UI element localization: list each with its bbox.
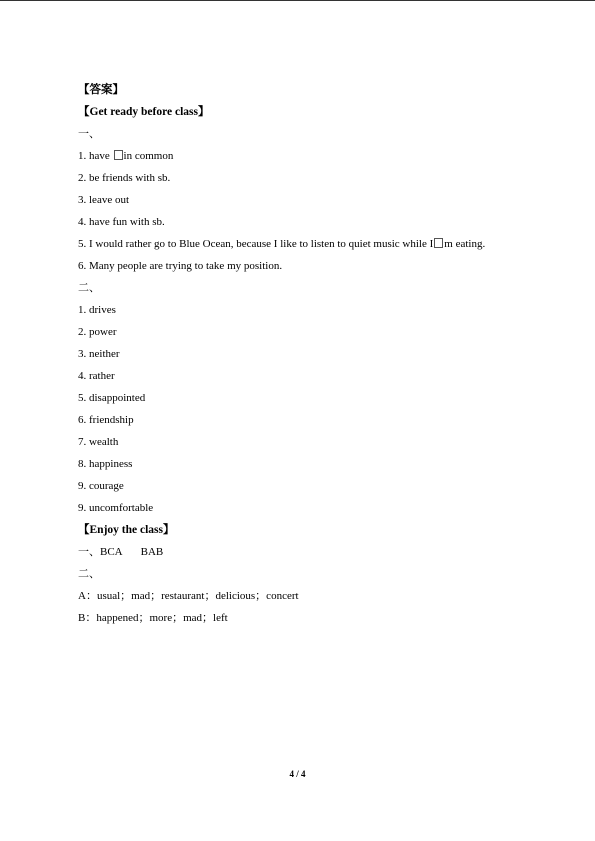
answer-item-2-7: 7. wealth: [78, 436, 119, 448]
enjoy-line-b: B：happened；more；mad；left: [78, 612, 228, 624]
missing-glyph-icon: [434, 238, 443, 248]
answer-heading: 【答案】: [78, 84, 124, 96]
enjoy-line-a: A：usual；mad；restaurant；delicious；concert: [78, 590, 299, 602]
missing-glyph-icon: [114, 150, 123, 160]
answer-item-text: 1. have: [78, 150, 110, 162]
answer-item-2-3: 3. neither: [78, 348, 120, 360]
answer-item-2-6: 6. friendship: [78, 414, 134, 426]
answer-item-2-9: 9. courage: [78, 480, 124, 492]
answer-item-2-1: 1. drives: [78, 304, 116, 316]
answer-item-text: m eating.: [444, 238, 486, 250]
page-number: 4 / 4: [289, 769, 306, 779]
answer-item-1-3: 3. leave out: [78, 194, 130, 206]
answer-document: [78, 79, 548, 629]
answer-item-1-2: 2. be friends with sb.: [78, 172, 171, 184]
answer-item-1-5: [78, 233, 548, 255]
part-label-1: 一、: [78, 128, 100, 140]
answer-item-1-6: 6. Many people are trying to take my position.: [78, 260, 283, 272]
answer-item-text: 5. I would rather go to Blue Ocean, because I like to listen to quiet music while I: [78, 238, 434, 250]
enjoy-part-1-answers: BAB: [140, 546, 164, 558]
section-title-enjoy-class: 【Enjoy the class】: [78, 524, 175, 536]
section-title-get-ready: 【Get ready before class】: [78, 106, 210, 118]
part-label-2: 二、: [78, 282, 100, 294]
answer-item-2-5: 5. disappointed: [78, 392, 146, 404]
top-border-line: [0, 0, 595, 1]
answer-item-2-10: 9. uncomfortable: [78, 502, 154, 514]
answer-item-2-2: 2. power: [78, 326, 117, 338]
enjoy-part-1: [78, 541, 548, 563]
answer-item-1-1: [78, 145, 548, 167]
answer-item-1-4: 4. have fun with sb.: [78, 216, 165, 228]
answer-item-2-8: 8. happiness: [78, 458, 133, 470]
enjoy-part-1-label: 一、BCA: [78, 546, 123, 558]
answer-item-2-4: 4. rather: [78, 370, 115, 382]
answer-item-text: in common: [123, 150, 174, 162]
enjoy-part-2-label: 二、: [78, 568, 100, 580]
